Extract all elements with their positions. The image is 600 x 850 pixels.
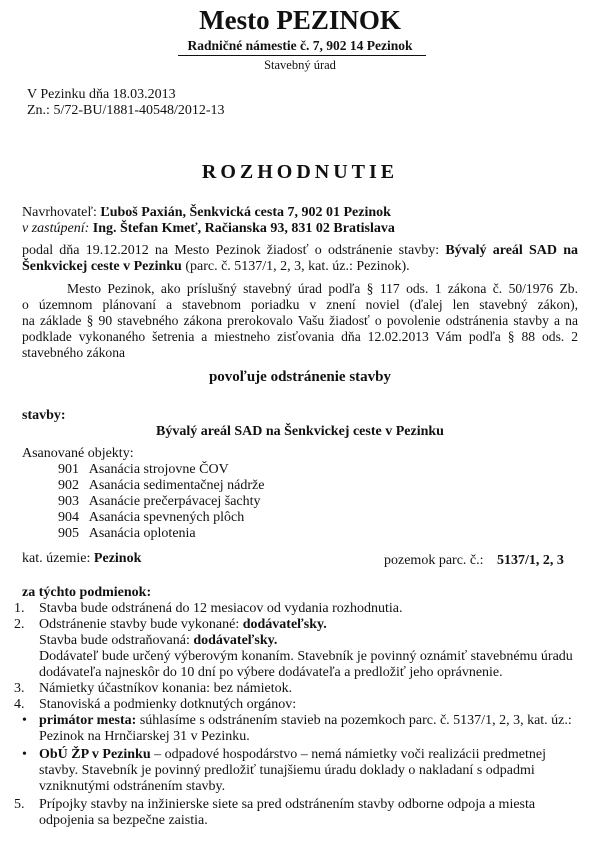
condition-number: 2. [14,617,25,632]
parcel-number [384,553,564,569]
object-item [58,494,261,510]
submission-object-2: Šenkvickej ceste v Pezinku [22,259,182,274]
object-code: 901 [58,462,79,477]
submission-line-1 [22,243,578,259]
bullet-text: vzniknutými odstránením stavby. [39,779,226,794]
parcel-label: pozemok parc. č.: [384,553,488,568]
applicant-value: Ľuboš Paxián, Šenkvická cesta 7, 902 01 Pezinok [100,205,391,220]
decision-statement: povoľuje odstránenie stavby [208,369,392,385]
bullet-icon: • [22,747,27,762]
body-line: podklade vykonaného šetrenia a miestneho zisťovania dňa 12.02.2013 Vám podľa § 88 ods. 2 [22,329,578,344]
object-item [58,526,196,542]
condition-number: 5. [14,797,25,812]
submission-object-1: Bývalý areál SAD na [445,243,579,258]
object-name: Asanácie prečerpávacej šachty [88,494,261,509]
reference-number: Zn.: 5/72-BU/1881-40548/2012-13 [27,103,225,118]
object-name: Asanácia spevnených plôch [88,510,245,525]
object-item [58,478,264,494]
municipality-address: Radničné námestie č. 7, 902 14 Pezinok [187,38,413,53]
object-code: 902 [58,478,79,493]
document-title: ROZHODNUTIE [201,161,399,183]
condition-number: 1. [14,601,25,616]
bullet-text [39,747,546,763]
parcel-value: 5137/1, 2, 3 [497,553,564,568]
bullet-icon: • [22,713,27,728]
condition-text: Prípojky stavby na inžinierske siete sa pred odstránením stavby odborne odpoja a miesta [39,797,536,812]
object-name: Asanácia strojovne ČOV [88,462,229,477]
structure-name: Bývalý areál SAD na Šenkvickej ceste v Pezinku [156,424,444,439]
condition-text: Stanoviská a podmienky dotknutých orgánov: [39,697,297,712]
body-line: na základe § 90 stavebného zákona prerokovalo Vašu žiadosť o povolenie odstránenia stavby a na [22,313,578,328]
condition-text: Dodávateľ bude určený výberovým konaním. Stavebník je povinný oznámiť stavebnému úradu [39,649,573,664]
objects-label: Asanované objekty: [22,446,134,461]
condition-text [39,617,327,633]
municipality-title: Mesto PEZINOK [199,5,401,35]
bullet-authority: ObÚ ŽP v Pezinku [39,747,151,762]
cadastral-area-value: Pezinok [93,551,142,566]
condition-text: dodávateľa najneskôr do 10 dní po výbere dodávateľa a predložiť jeho oprávnenie. [39,665,503,680]
proxy-label: v zastúpení: [22,221,90,236]
condition-text: Námietky účastníkov konania: bez námietok. [39,681,293,696]
body-line: o územnom plánovaní a stavebnom poriadku v znení noviel (ďalej len stavebný zákon), [22,297,578,312]
structure-label: stavby: [22,408,66,423]
object-item [58,510,244,526]
body-line: stavebného zákona [22,345,126,360]
body-paragraph [22,281,578,361]
condition-number: 3. [14,681,25,696]
bullet-text-1: – odpadové hospodárstvo – nemá námietky voči realizácii predmetnej [150,747,547,762]
conditions-heading: za týchto podmienok: [22,585,152,600]
condition-text: Stavba bude odstránená do 12 mesiacov od vydania rozhodnutia. [39,601,403,616]
cadastral-area [22,551,141,567]
object-name: Asanácia oplotenia [88,526,196,541]
bullet-text [39,713,572,729]
applicant-label: Navrhovateľ: [22,205,97,220]
object-name: Asanácia sedimentačnej nádrže [88,478,265,493]
condition-text [39,633,277,649]
object-item [58,462,229,478]
condition-text: odpojenia sa bezpečne zaistia. [39,813,208,828]
bullet-text-1: súhlasíme s odstránením stavieb na pozemkoch parc. č. 5137/1, 2, 3, kat. úz.: [136,713,572,728]
condition-2-text-b: Stavba bude odstraňovaná: [39,633,194,648]
submission-text-1: podal dňa 19.12.2012 na Mesto Pezinok žiadosť o odstránenie stavby: [22,243,446,258]
condition-2-text-a: Odstránenie stavby bude vykonané: [39,617,243,632]
condition-2-value-a: dodávateľsky. [242,617,327,632]
bullet-text: stavby. Stavebník je povinný predložiť tunajšiemu úradu doklady o nakladaní s odpadmi [39,763,535,778]
body-line: Mesto Pezinok, ako príslušný stavebný úrad podľa § 117 ods. 1 zákona č. 50/1976 Zb. [67,281,578,296]
department-name: Stavebný úrad [264,58,336,72]
object-code: 905 [58,526,79,541]
applicant-line [22,205,391,221]
proxy-line [22,221,395,237]
submission-text-2: (parc. č. 5137/1, 2, 3, kat. úz.: Pezinok). [181,259,410,274]
submission-line-2 [22,259,410,275]
cadastral-area-label: kat. územie: [22,551,94,566]
object-code: 903 [58,494,79,509]
object-code: 904 [58,510,79,525]
condition-2-value-b: dodávateľsky. [193,633,278,648]
place-date: V Pezinku dňa 18.03.2013 [27,87,176,102]
proxy-value: Ing. Štefan Kmeť, Račianska 93, 831 02 Bratislava [92,221,395,236]
condition-number: 4. [14,697,25,712]
bullet-authority: primátor mesta: [39,713,137,728]
header-rule [178,55,426,56]
bullet-text: Pezinok na Hrnčiarskej 31 v Pezinku. [39,729,250,744]
